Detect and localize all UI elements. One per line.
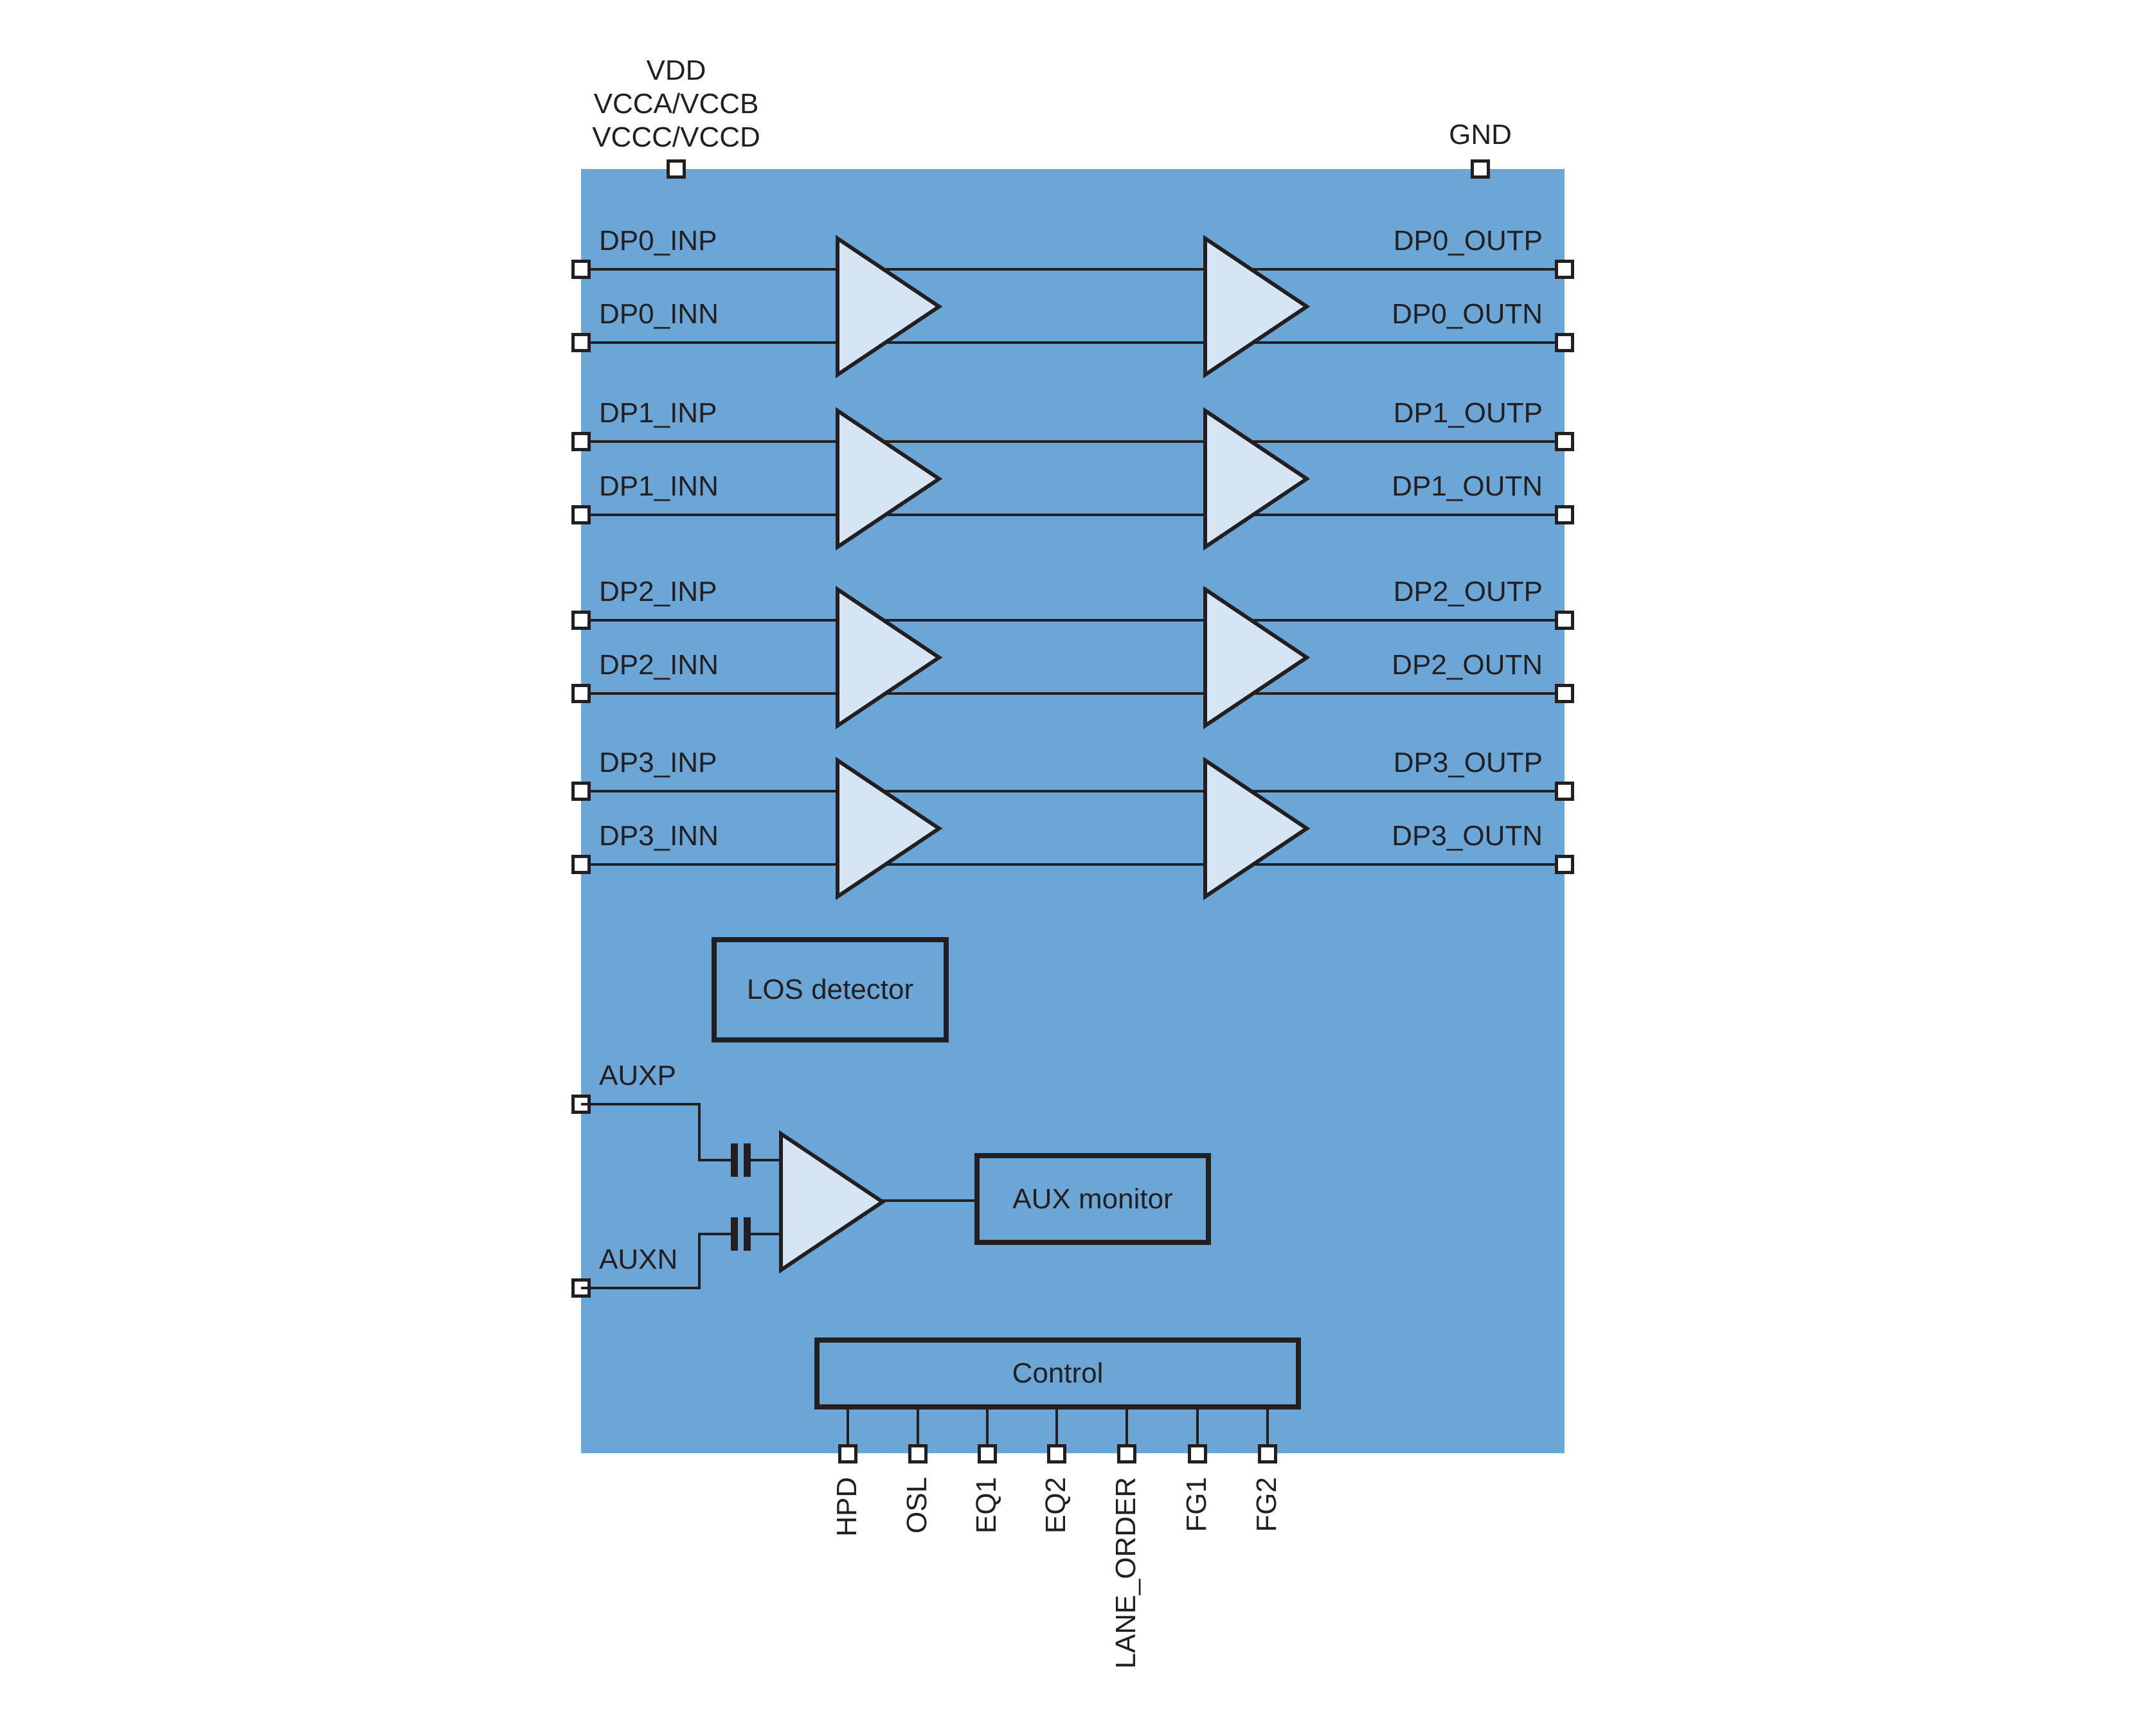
eq1-stub-wire: [986, 1409, 989, 1444]
ground-label: GND: [1449, 119, 1512, 150]
dp0-outn-pin: [1555, 333, 1574, 352]
dp3-outn-pin: [1555, 855, 1574, 874]
dp2-inn-label: DP2_INN: [599, 649, 719, 681]
dp1-inn-wire: [581, 514, 1565, 516]
eq1-label: EQ1: [971, 1477, 1002, 1534]
fg1-pin: [1188, 1444, 1207, 1463]
auxn-wire-h1: [581, 1287, 701, 1289]
auxn-wire-h2: [698, 1233, 731, 1235]
power-label-vccc-vccd: VCCC/VCCD: [592, 121, 760, 153]
eq2-pin: [1047, 1444, 1066, 1463]
dp3-input-amp-icon: [835, 756, 943, 900]
dp2-inp-wire: [581, 619, 1565, 622]
fg2-label: FG2: [1251, 1477, 1282, 1532]
dp1-inn-label: DP1_INN: [599, 470, 719, 502]
dp0-outn-label: DP0_OUTN: [1392, 298, 1543, 330]
dp0-inn-wire: [581, 341, 1565, 344]
dp0-inn-pin: [571, 333, 591, 352]
dp3-outp-label: DP3_OUTP: [1393, 747, 1543, 778]
eq2-stub-wire: [1055, 1409, 1058, 1444]
fg2-stub-wire: [1266, 1409, 1269, 1444]
dp0-output-amp-icon: [1203, 235, 1311, 379]
power-label-stack: [516, 54, 837, 154]
auxp-label: AUXP: [599, 1060, 676, 1091]
lane-order-label: LANE_ORDER: [1110, 1477, 1142, 1669]
aux-amp-icon: [778, 1130, 886, 1274]
los-detector-block: [712, 937, 949, 1042]
dp1-inp-wire: [581, 440, 1565, 443]
dp0-input-amp-icon: [835, 235, 943, 379]
dp2-outp-label: DP2_OUTP: [1393, 576, 1543, 607]
hpd-pin: [838, 1444, 857, 1463]
dp0-inp-wire: [581, 268, 1565, 271]
dp2-output-amp-icon: [1203, 586, 1311, 729]
eq2-label: EQ2: [1040, 1477, 1072, 1534]
auxp-wire-h3: [751, 1159, 781, 1161]
dp0-inp-pin: [571, 260, 591, 279]
dp3-output-amp-icon: [1203, 756, 1311, 900]
fg2-pin: [1258, 1444, 1277, 1463]
dp2-outp-pin: [1555, 611, 1574, 630]
dp1-outp-label: DP1_OUTP: [1393, 397, 1543, 429]
eq1-pin: [978, 1444, 997, 1463]
dp1-outn-pin: [1555, 505, 1574, 524]
auxn-wire-v: [698, 1233, 701, 1289]
aux-monitor-label: AUX monitor: [1012, 1183, 1173, 1215]
dp3-inn-pin: [571, 855, 591, 874]
control-block: [814, 1338, 1301, 1409]
osl-label: OSL: [901, 1477, 933, 1534]
auxn-coupling-capacitor-icon: [731, 1217, 751, 1251]
power-label-vdd: VDD: [646, 55, 706, 86]
dp2-input-amp-icon: [835, 586, 943, 729]
auxn-label: AUXN: [599, 1244, 678, 1275]
dp1-inp-label: DP1_INP: [599, 397, 717, 429]
dp2-outn-pin: [1555, 684, 1574, 703]
auxp-wire-h2: [698, 1159, 731, 1161]
control-label: Control: [1012, 1357, 1104, 1389]
dp1-output-amp-icon: [1203, 407, 1311, 551]
dp2-inn-pin: [571, 684, 591, 703]
aux-monitor-block: [974, 1153, 1211, 1245]
chip-body: [581, 169, 1565, 1453]
dp2-inp-pin: [571, 611, 591, 630]
dp1-inp-pin: [571, 432, 591, 451]
osl-pin: [908, 1444, 928, 1463]
dp3-outp-pin: [1555, 782, 1574, 801]
fg1-label: FG1: [1181, 1477, 1212, 1532]
dp2-inp-label: DP2_INP: [599, 576, 717, 607]
fg1-stub-wire: [1196, 1409, 1199, 1444]
dp0-outp-pin: [1555, 260, 1574, 279]
los-detector-label: LOS detector: [746, 974, 914, 1005]
dp3-inp-wire: [581, 790, 1565, 792]
lane-order-stub-wire: [1125, 1409, 1128, 1444]
dp3-inn-label: DP3_INN: [599, 820, 719, 852]
dp2-inn-wire: [581, 692, 1565, 695]
auxp-coupling-capacitor-icon: [731, 1143, 751, 1177]
aux-output-wire: [883, 1199, 974, 1202]
dp3-inp-pin: [571, 782, 591, 801]
dp0-outp-label: DP0_OUTP: [1393, 225, 1543, 256]
ground-pin: [1471, 159, 1490, 179]
power-label-vcca-vccb: VCCA/VCCB: [593, 88, 759, 120]
dp3-outn-label: DP3_OUTN: [1392, 820, 1543, 852]
dp1-outp-pin: [1555, 432, 1574, 451]
dp0-inn-label: DP0_INN: [599, 298, 719, 330]
auxn-wire-h3: [751, 1233, 781, 1235]
lane-order-pin: [1117, 1444, 1136, 1463]
dp3-inn-wire: [581, 863, 1565, 866]
dp1-inn-pin: [571, 505, 591, 524]
dp1-input-amp-icon: [835, 407, 943, 551]
auxp-wire-v: [698, 1103, 701, 1161]
dp3-inp-label: DP3_INP: [599, 747, 717, 778]
osl-stub-wire: [917, 1409, 919, 1444]
hpd-stub-wire: [847, 1409, 849, 1444]
power-pin: [667, 159, 686, 179]
dp1-outn-label: DP1_OUTN: [1392, 470, 1543, 502]
hpd-label: HPD: [831, 1477, 863, 1537]
auxp-wire-h1: [581, 1103, 701, 1105]
dp2-outn-label: DP2_OUTN: [1392, 649, 1543, 681]
dp0-inp-label: DP0_INP: [599, 225, 717, 256]
